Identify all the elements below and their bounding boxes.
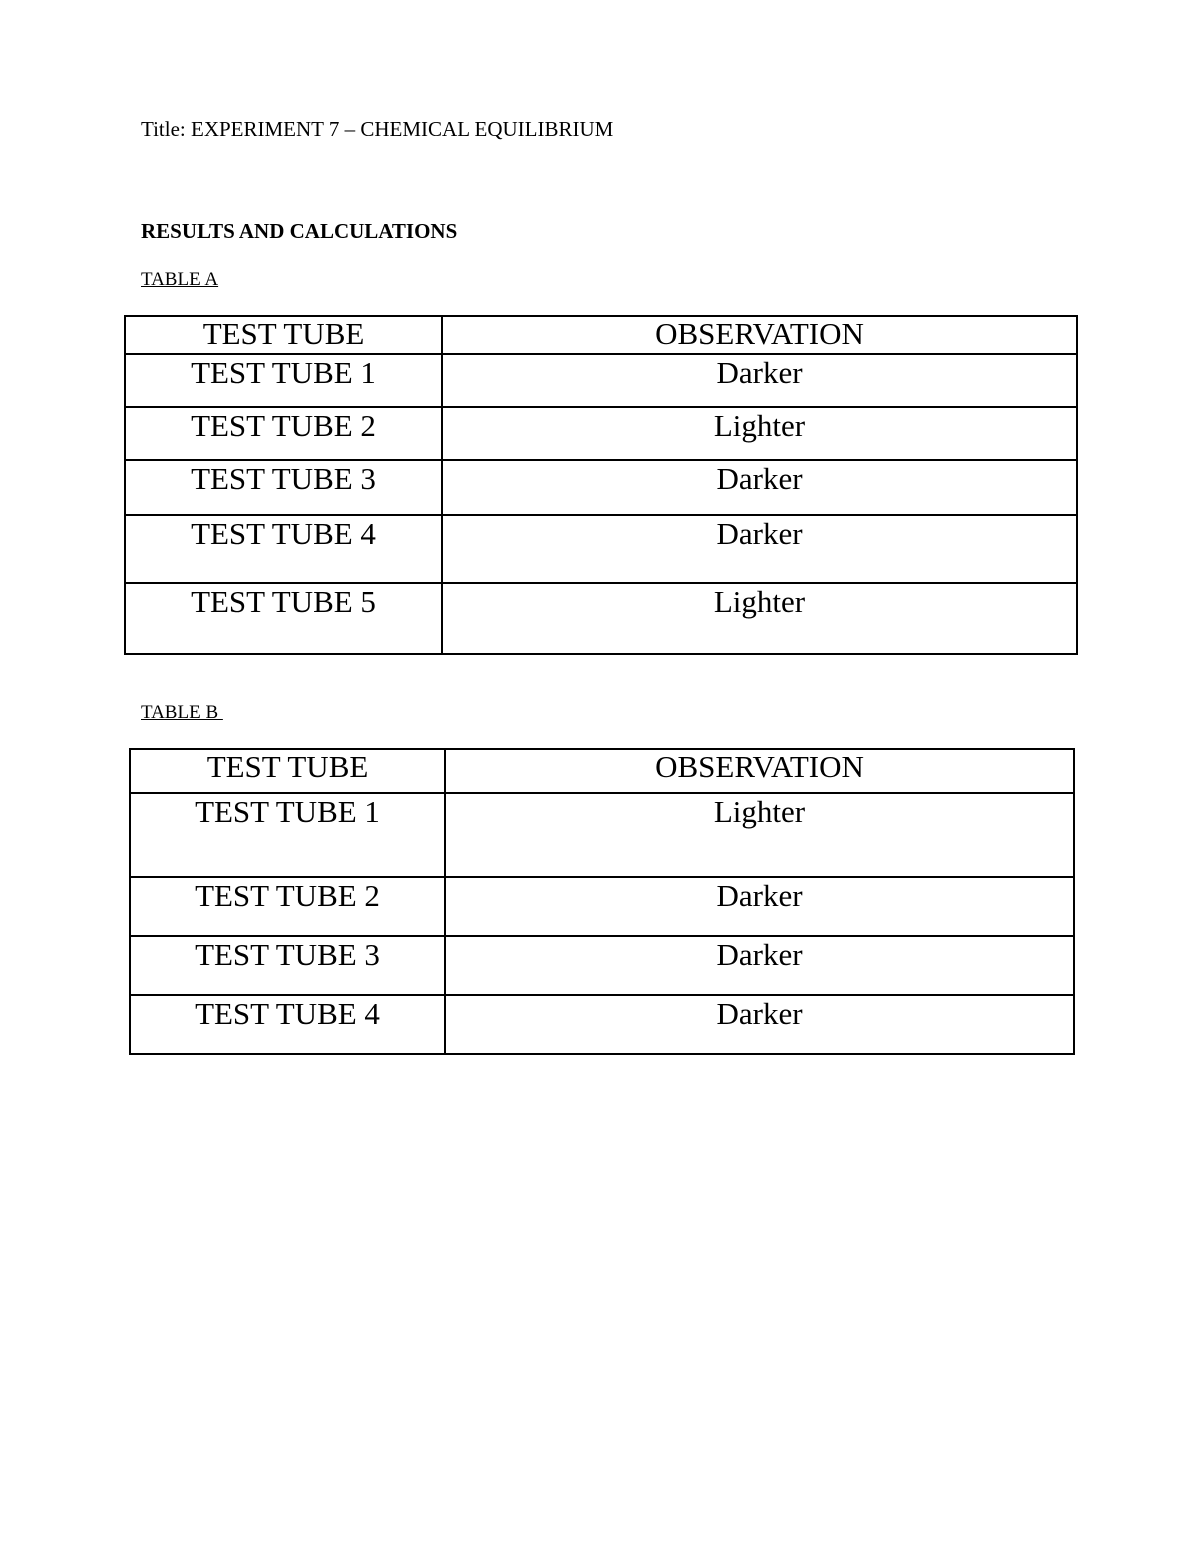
test-tube-label: TEST TUBE 1	[191, 355, 376, 390]
test-tube-cell	[125, 354, 442, 407]
observation-value: Darker	[716, 461, 803, 496]
observation-value: Lighter	[713, 408, 806, 443]
table-row	[130, 995, 1074, 1054]
test-tube-label: TEST TUBE 3	[191, 461, 376, 496]
observation-cell	[442, 583, 1077, 654]
test-tube-cell	[130, 877, 445, 936]
section-heading: RESULTS AND CALCULATIONS	[141, 219, 458, 243]
test-tube-label: TEST TUBE 3	[195, 937, 380, 972]
test-tube-label: TEST TUBE 5	[191, 584, 376, 619]
test-tube-label: TEST TUBE 4	[195, 996, 380, 1031]
test-tube-label: TEST TUBE 2	[195, 878, 380, 913]
table-row	[125, 515, 1077, 583]
column-header-test-tube: TEST TUBE	[125, 316, 442, 354]
test-tube-cell	[130, 995, 445, 1054]
column-header-observation: OBSERVATION	[442, 316, 1077, 354]
document-title: Title: EXPERIMENT 7 – CHEMICAL EQUILIBRIUM	[141, 117, 614, 141]
test-tube-label: TEST TUBE 4	[191, 516, 376, 551]
test-tube-cell	[130, 793, 445, 877]
observation-cell	[445, 936, 1074, 995]
table-row	[125, 407, 1077, 460]
test-tube-label: TEST TUBE 1	[195, 794, 380, 829]
table-row	[130, 936, 1074, 995]
table-row	[125, 583, 1077, 654]
table-b	[129, 748, 1075, 1055]
observation-value: Darker	[716, 937, 803, 972]
observation-value: Darker	[716, 878, 803, 913]
table-header-row	[130, 749, 1074, 793]
test-tube-label: TEST TUBE 2	[191, 408, 376, 443]
table-row	[130, 793, 1074, 877]
observation-cell	[442, 407, 1077, 460]
observation-value: Darker	[716, 516, 803, 551]
observation-value: Darker	[716, 996, 803, 1031]
observation-cell	[445, 877, 1074, 936]
table-a	[124, 315, 1078, 655]
test-tube-cell	[125, 460, 442, 515]
observation-cell	[445, 793, 1074, 877]
observation-cell	[442, 515, 1077, 583]
table-row	[130, 877, 1074, 936]
table-row	[125, 460, 1077, 515]
column-header-test-tube: TEST TUBE	[130, 749, 445, 793]
test-tube-cell	[125, 583, 442, 654]
observation-value: Lighter	[713, 794, 806, 829]
test-tube-cell	[130, 936, 445, 995]
table-row	[125, 354, 1077, 407]
column-header-observation: OBSERVATION	[445, 749, 1074, 793]
observation-cell	[442, 354, 1077, 407]
test-tube-cell	[125, 407, 442, 460]
observation-value: Lighter	[713, 584, 806, 619]
table-a-label: TABLE A	[141, 269, 219, 290]
observation-cell	[442, 460, 1077, 515]
table-b-label: TABLE B	[141, 702, 223, 723]
table-header-row	[125, 316, 1077, 354]
observation-cell	[445, 995, 1074, 1054]
test-tube-cell	[125, 515, 442, 583]
observation-value: Darker	[716, 355, 803, 390]
